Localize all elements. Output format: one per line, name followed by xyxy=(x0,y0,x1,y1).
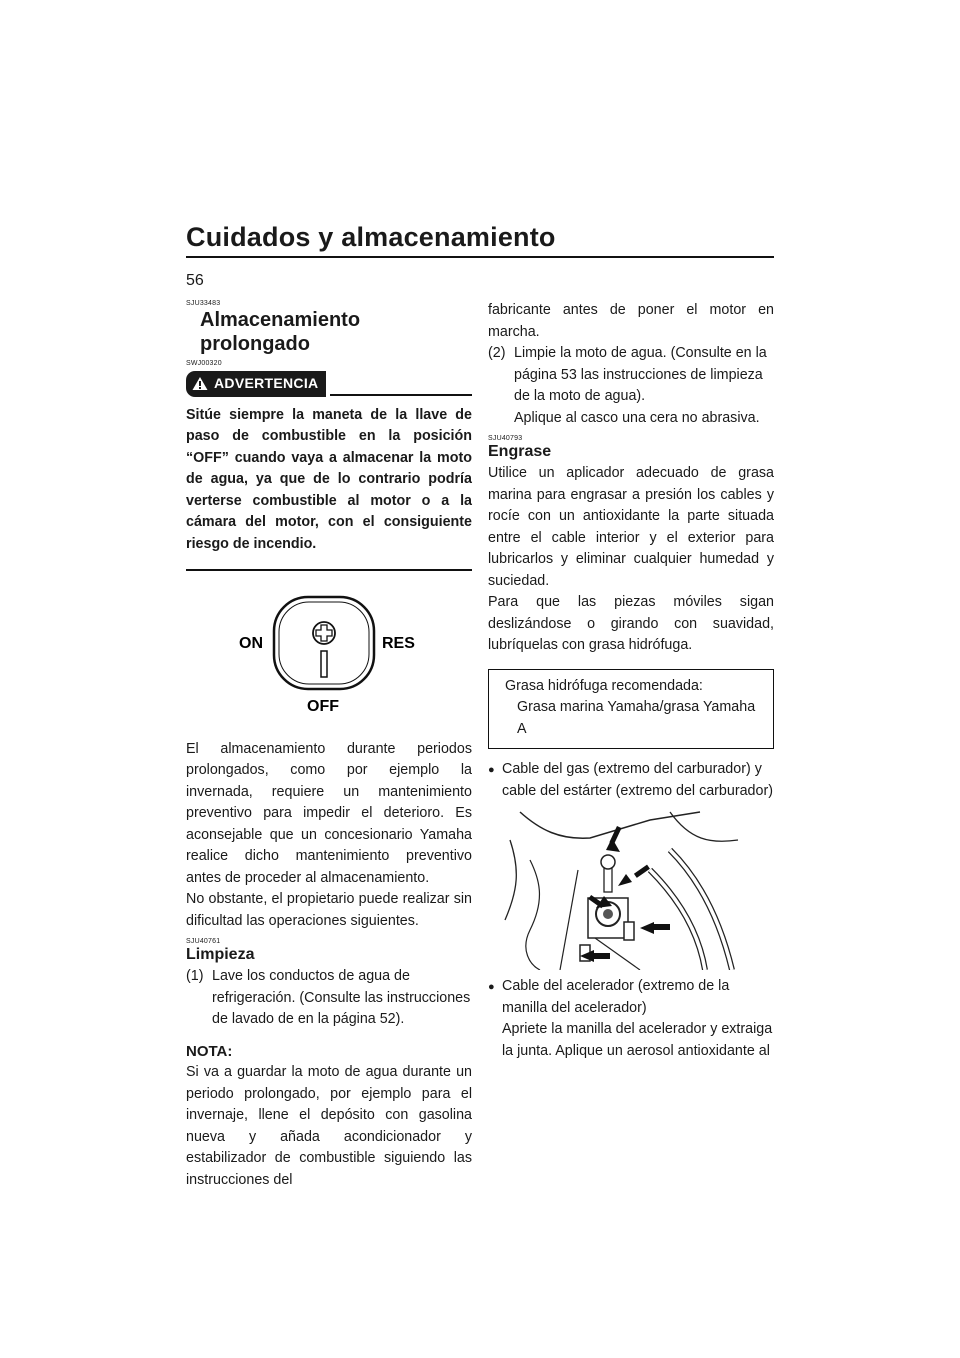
warning-header xyxy=(186,371,472,397)
header-rule xyxy=(186,256,774,258)
grease-code: SJU40793 xyxy=(488,435,523,442)
section-code: SJU33483 xyxy=(186,300,221,307)
list-item xyxy=(488,976,774,1062)
warning-label: ADVERTENCIA xyxy=(214,375,319,391)
step-text-main: Limpie la moto de agua. (Consulte en la página 53 las instrucciones de limpieza de la moto de agua). xyxy=(514,345,767,404)
right-column xyxy=(488,300,774,1062)
grease-paragraph-2: Para que las piezas móviles sigan deslizándose o girando con suavidad, lubríquelas con grasa hidrófuga. xyxy=(488,594,774,653)
owner-paragraph: No obstante, el propietario puede realizar sin dificultad las operaciones siguientes. xyxy=(186,891,472,929)
bullet-text-extra: Apriete la manilla del acelerador y extraiga la junta. Aplique un aerosol antioxidante al xyxy=(502,1021,773,1059)
bullet-text-main: Cable del acelerador (extremo de la manilla del acelerador) xyxy=(502,978,730,1016)
continued-text: fabricante antes de poner el motor en marcha. xyxy=(488,302,774,340)
step-number: (2) xyxy=(488,345,506,361)
bullet-text: Cable del gas (extremo del carburador) y cable del estárter (extremo del carburador) xyxy=(502,761,773,799)
bullet-icon: ● xyxy=(488,981,495,993)
spec-value: Grasa marina Yamaha/grasa Yamaha A xyxy=(517,699,756,737)
carburetor-cable-illustration xyxy=(500,810,740,970)
warning-badge xyxy=(186,371,326,397)
cleaning-steps xyxy=(186,966,472,1031)
note-title: NOTA: xyxy=(186,1042,233,1060)
step-text: Lave los conductos de agua de refrigeración. (Consulte las instrucciones de lavado de en la página 52). xyxy=(212,968,471,1027)
left-column xyxy=(186,300,472,1191)
warning-rule xyxy=(330,394,472,396)
page-header-title: Cuidados y almacenamiento xyxy=(186,222,556,252)
spec-box xyxy=(488,669,774,750)
cleaning-code: SJU40761 xyxy=(186,938,221,945)
fuel-valve-illustration xyxy=(224,593,434,715)
section-title: Almacenamiento prolongado xyxy=(200,309,361,355)
cleaning-title: Limpieza xyxy=(186,946,255,963)
warning-code: SWJ00320 xyxy=(186,360,222,367)
list-item xyxy=(488,343,774,429)
note-text: Si va a guardar la moto de agua durante un periodo prolongado, por ejemplo para el invernaje, llene el depósito con gasolina nueva y añada acondicionador y estabilizador de combustible siguiendo las instrucciones del xyxy=(186,1064,472,1188)
warning-triangle-icon xyxy=(192,376,208,391)
valve-label-off: OFF xyxy=(307,697,339,715)
list-item xyxy=(186,966,472,1031)
warning-bottom-rule xyxy=(186,569,472,571)
bullet-icon: ● xyxy=(488,764,495,776)
grease-paragraph-1: Utilice un aplicador adecuado de grasa marina para engrasar a presión los cables y rocíe con un antioxidante la parte situada entre el cable interior y el exterior para lubricarlos y eliminar cualquier humedad y suciedad. xyxy=(488,465,774,589)
grease-title: Engrase xyxy=(488,443,552,460)
step-text-extra: Aplique al casco una cera no abrasiva. xyxy=(514,409,760,426)
page-number: 56 xyxy=(186,272,204,289)
bullet-text xyxy=(502,976,774,1062)
list-item xyxy=(488,759,774,802)
warning-text: Sitúe siempre la maneta de la llave de paso de combustible en la posición “OFF” cuando vaya a almacenar la moto de agua, ya que de lo contrario podría verterse combustible al motor o a la cámara del motor, con el consiguiente riesgo de incendio. xyxy=(186,406,472,552)
valve-label-res: RES xyxy=(382,634,415,652)
step-text xyxy=(514,343,774,429)
storage-paragraph: El almacenamiento durante periodos prolongados, como por ejemplo la invernada, requiere un mantenimiento preventivo para impedir el deterioro. Es aconsejable que un concesionario Yamaha realice dicho mantenimiento preventivo antes de proceder al almacenamiento. xyxy=(186,740,472,886)
valve-label-on: ON xyxy=(239,634,263,652)
cleaning-steps-continued xyxy=(488,343,774,429)
step-number: (1) xyxy=(186,968,204,984)
spec-label: Grasa hidrófuga recomendada: xyxy=(505,677,703,694)
